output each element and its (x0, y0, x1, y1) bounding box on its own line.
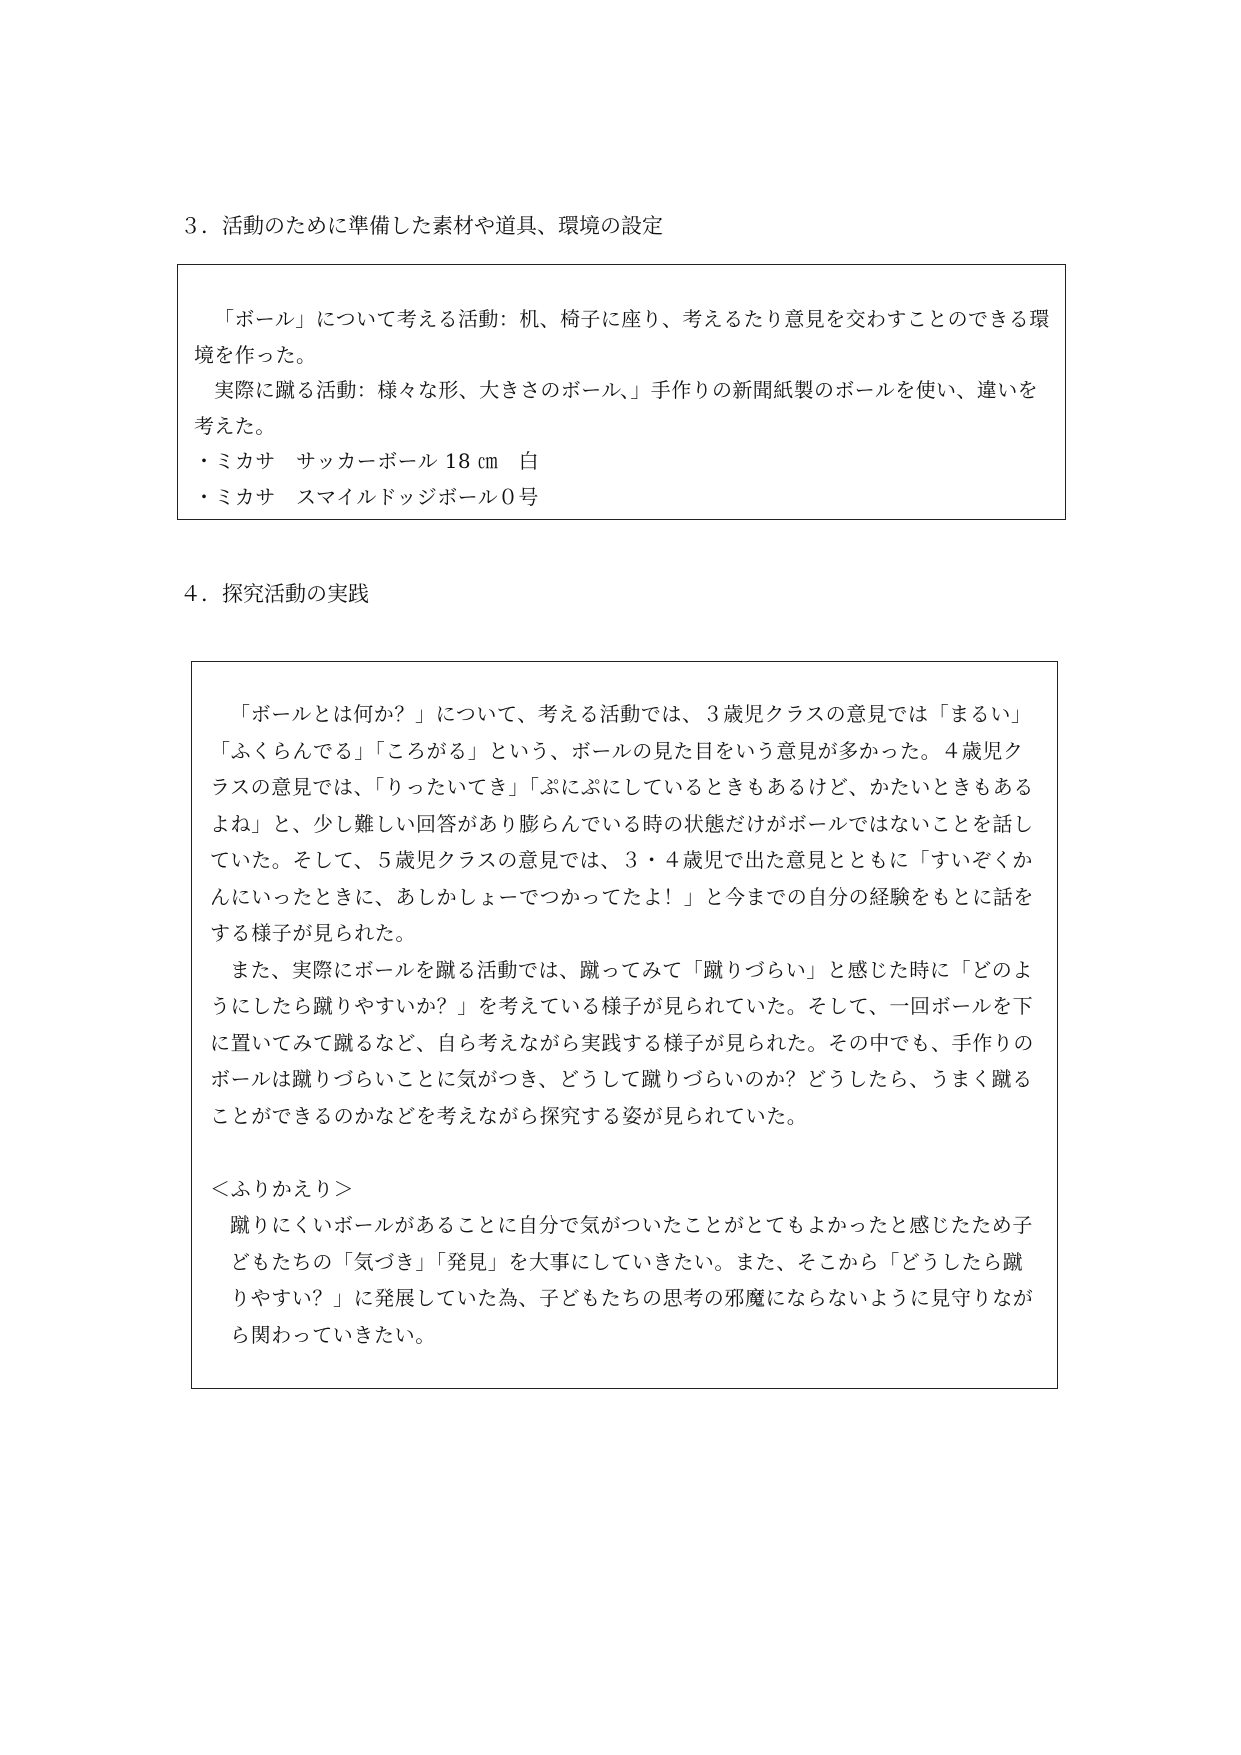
reflection-body: 蹴りにくいボールがあることに自分で気がついたことがとてもよかったと感じたため子どもたちの「気づき」「発見」を大事にしていきたい。また、そこから「どうしたら蹴りやすい？」に発展していた為、子どもたちの思考の邪魔にならないように見守りながら関わっていきたい。 (230, 1213, 1034, 1347)
material-list-item: ・ミカサ スマイルドッジボール０号 (194, 484, 539, 509)
section-4-paragraph: 「ボールとは何か？」について、考える活動では、３歳児クラスの意見では「まるい」「ふくらんでる」「ころがる」という、ボールの見た目をいう意見が多かった。４歳児クラスの意見では、「りったいてき」「ぷにぷにしているときもあるけど、かたいときもあるよね」と、少し難しい回答があり膨らんでいる時の状態だけがボールではないことを話していた。そして、５歳児クラスの意見では、３・４歳児で出た意見とともに「すいぞくかんにいったときに、あしかしょーでつかってたよ！」と今までの自分の経験をもとに話をする様子が見られた。 (210, 702, 1034, 945)
section-4-box (191, 661, 1058, 1389)
section-4-heading: ４．探究活動の実践 (180, 582, 369, 606)
section-3-box (177, 264, 1066, 520)
section-3-paragraph: 実際に蹴る活動：様々な形、大きさのボール、」手作りの新聞紙製のボールを使い、違いを考えた。 (194, 378, 1038, 438)
section-3-heading: ３．活動のために準備した素材や道具、環境の設定 (180, 214, 663, 238)
reflection-title: ＜ふりかえり＞ (210, 1176, 355, 1201)
section-4-paragraph: また、実際にボールを蹴る活動では、蹴ってみて「蹴りづらい」と感じた時に「どのようにしたら蹴りやすいか？」を考えている様子が見られていた。そして、一回ボールを下に置いてみて蹴るなど、自ら考えながら実践する様子が見られた。その中でも、手作りのボールは蹴りづらいことに気がつき、どうして蹴りづらいのか？どうしたら、うまく蹴ることができるのかなどを考えながら探究する姿が見られていた。 (210, 957, 1034, 1128)
material-list-item: ・ミカサ サッカーボール 18 ㎝ 白 (194, 449, 539, 473)
paragraph-spacer (210, 1134, 1039, 1171)
section-3-paragraph: 「ボール」について考える活動：机、椅子に座り、考えるたり意見を交わすことのできる環境を作った。 (194, 307, 1050, 367)
